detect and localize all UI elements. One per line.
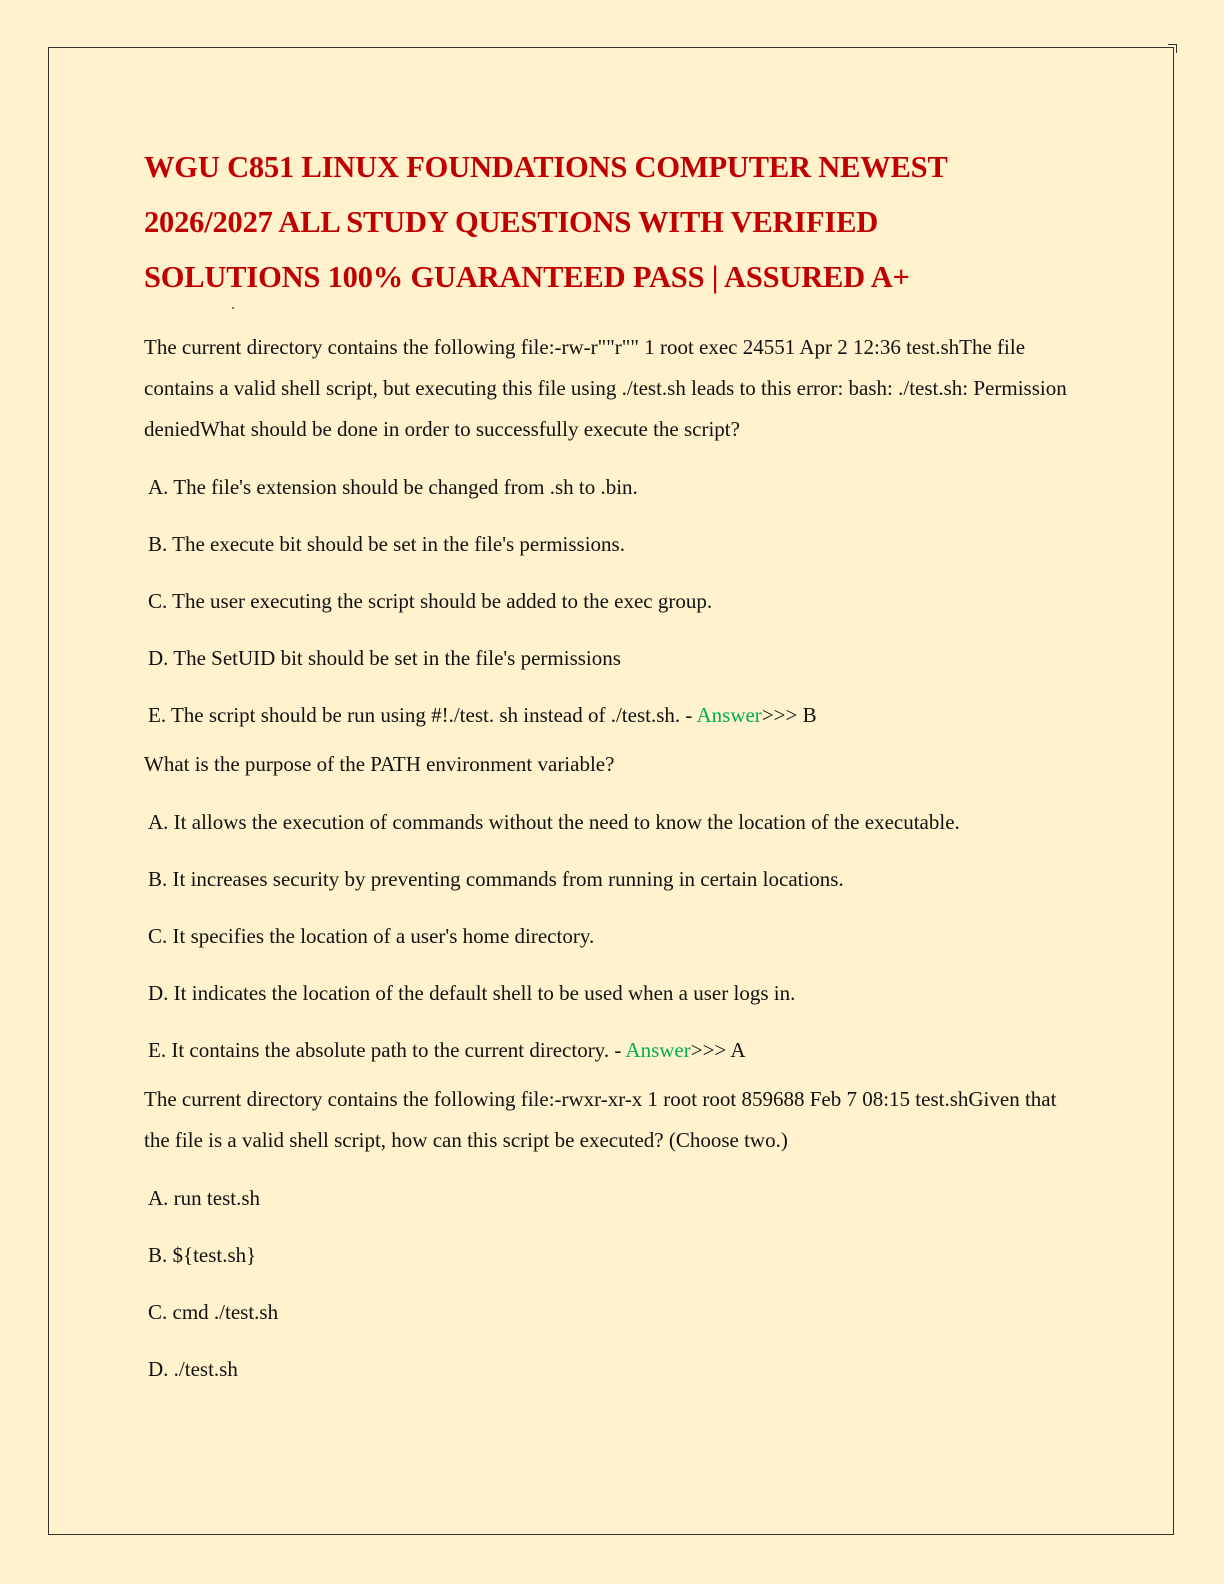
answer-key: >>> A (690, 1038, 746, 1062)
answer-option-b: B. It increases security by preventing commands from running in certain locations. (148, 867, 844, 891)
document-body (144, 140, 1084, 1398)
question-text: What is the purpose of the PATH environment variable? (144, 752, 615, 776)
answer-option-e (144, 687, 1084, 744)
answer-option-a: A. It allows the execution of commands without the need to know the location of the executable. (148, 810, 960, 834)
answer-label: Answer (696, 703, 762, 727)
separator-dot (232, 307, 234, 309)
question-block-1 (144, 327, 1084, 744)
answer-key: >>> B (761, 703, 817, 727)
answer-option-d: D. The SetUID bit should be set in the file's permissions (148, 646, 621, 670)
question-block-3 (144, 1079, 1084, 1398)
answer-option-c: C. The user executing the script should be added to the exec group. (148, 589, 713, 613)
answer-option-a: A. run test.sh (148, 1186, 260, 1210)
answer-option-d: D. ./test.sh (148, 1357, 238, 1381)
answer-option-a: A. The file's extension should be changed from .sh to .bin. (148, 475, 638, 499)
answer-option-d: D. It indicates the location of the default shell to be used when a user logs in. (148, 981, 796, 1005)
answer-option-b: B. ${test.sh} (148, 1243, 257, 1267)
answer-label: Answer (625, 1038, 691, 1062)
page-border-corner (1168, 44, 1177, 53)
document-title (144, 140, 1084, 305)
option-text: E. The script should be run using #!./test. sh instead of ./test.sh. - (148, 703, 697, 727)
answer-option-e (144, 1022, 1084, 1079)
title-line: WGU C851 LINUX FOUNDATIONS COMPUTER NEWEST (144, 150, 948, 184)
answer-option-b: B. The execute bit should be set in the file's permissions. (148, 532, 625, 556)
question-text: The current directory contains the following file:-rwxr-xr-x 1 root root 859688 Feb 7 08:15 test.shGiven that the file is a valid shell script, how can this script be executed? (Choose two.) (144, 1087, 1057, 1152)
answer-option-c: C. It specifies the location of a user's home directory. (148, 924, 595, 948)
title-separator (144, 305, 1084, 327)
question-text: The current directory contains the following file:-rw-r""r"" 1 root exec 24551 Apr 2 12:36 test.shThe file contains a valid shell script, but executing this file using ./test.sh leads to this error: bash: ./test.sh: Permission deniedWhat should be done in order to successfully execute the script? (144, 335, 1067, 441)
title-line: 2026/2027 ALL STUDY QUESTIONS WITH VERIFIED (144, 205, 879, 239)
option-text: E. It contains the absolute path to the current directory. - (148, 1038, 626, 1062)
title-line: SOLUTIONS 100% GUARANTEED PASS | ASSURED A+ (144, 260, 910, 294)
question-block-2 (144, 744, 1084, 1079)
answer-option-c: C. cmd ./test.sh (148, 1300, 279, 1324)
